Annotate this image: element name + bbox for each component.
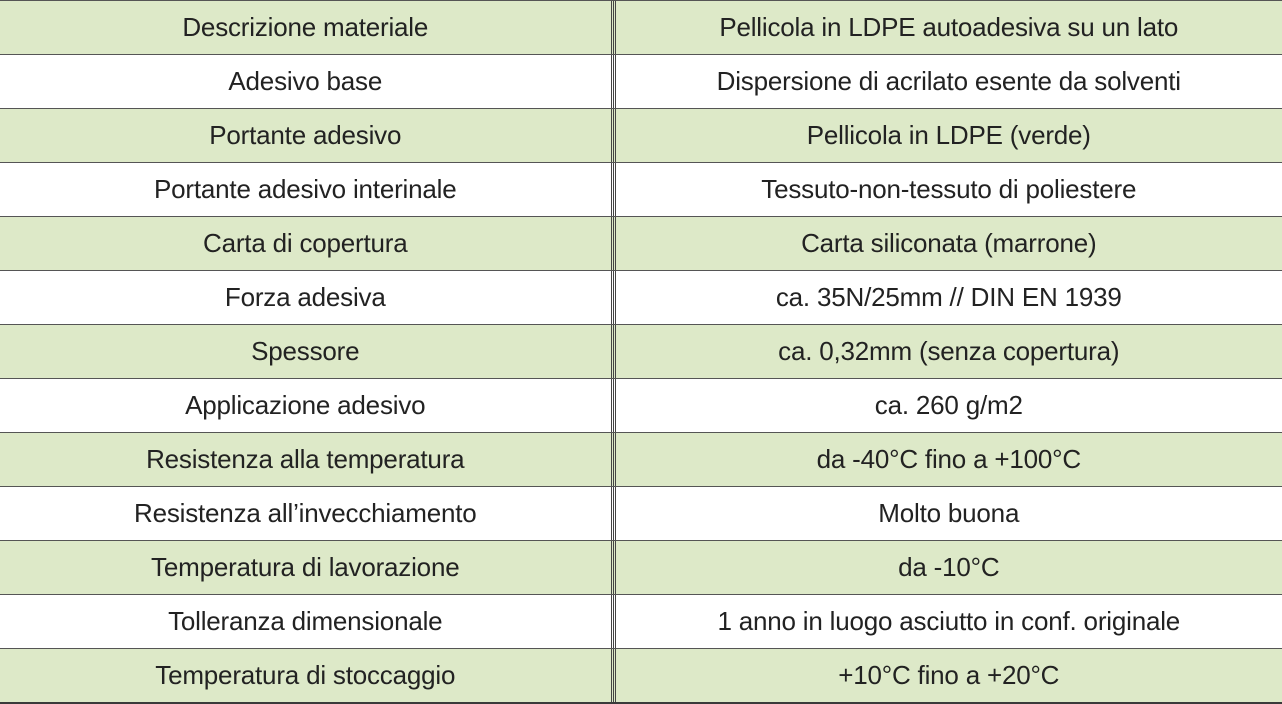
table-row	[0, 541, 1282, 595]
table-row	[0, 217, 1282, 271]
table-row	[0, 109, 1282, 163]
row-value: da -40°C fino a +100°C	[613, 433, 1282, 486]
table-row	[0, 649, 1282, 704]
row-value: da -10°C	[613, 541, 1282, 594]
row-label: Descrizione materiale	[0, 1, 612, 54]
row-label: Tolleranza dimensionale	[0, 595, 612, 648]
row-value: Pellicola in LDPE autoadesiva su un lato	[613, 1, 1282, 54]
row-label: Applicazione adesivo	[0, 379, 612, 432]
table-row	[0, 55, 1282, 109]
row-value: Tessuto-non-tessuto di poliestere	[613, 163, 1282, 216]
row-label: Temperatura di stoccaggio	[0, 649, 612, 702]
row-label: Portante adesivo interinale	[0, 163, 612, 216]
table-row	[0, 163, 1282, 217]
table-row	[0, 595, 1282, 649]
row-value: Carta siliconata (marrone)	[613, 217, 1282, 270]
table-row	[0, 433, 1282, 487]
row-label: Forza adesiva	[0, 271, 612, 324]
row-value: Dispersione di acrilato esente da solventi	[613, 55, 1282, 108]
row-label: Resistenza all’invecchiamento	[0, 487, 612, 540]
table-row	[0, 487, 1282, 541]
table-row	[0, 325, 1282, 379]
row-value: ca. 0,32mm (senza copertura)	[613, 325, 1282, 378]
row-value: 1 anno in luogo asciutto in conf. originale	[613, 595, 1282, 648]
table-row	[0, 379, 1282, 433]
table-row	[0, 271, 1282, 325]
row-value: +10°C fino a +20°C	[613, 649, 1282, 702]
row-label: Portante adesivo	[0, 109, 612, 162]
row-value: Molto buona	[613, 487, 1282, 540]
row-label: Resistenza alla temperatura	[0, 433, 612, 486]
row-label: Temperatura di lavorazione	[0, 541, 612, 594]
row-value: Pellicola in LDPE (verde)	[613, 109, 1282, 162]
table-row	[0, 1, 1282, 55]
row-value: ca. 260 g/m2	[613, 379, 1282, 432]
row-label: Adesivo base	[0, 55, 612, 108]
row-label: Carta di copertura	[0, 217, 612, 270]
row-label: Spessore	[0, 325, 612, 378]
row-value: ca. 35N/25mm // DIN EN 1939	[613, 271, 1282, 324]
